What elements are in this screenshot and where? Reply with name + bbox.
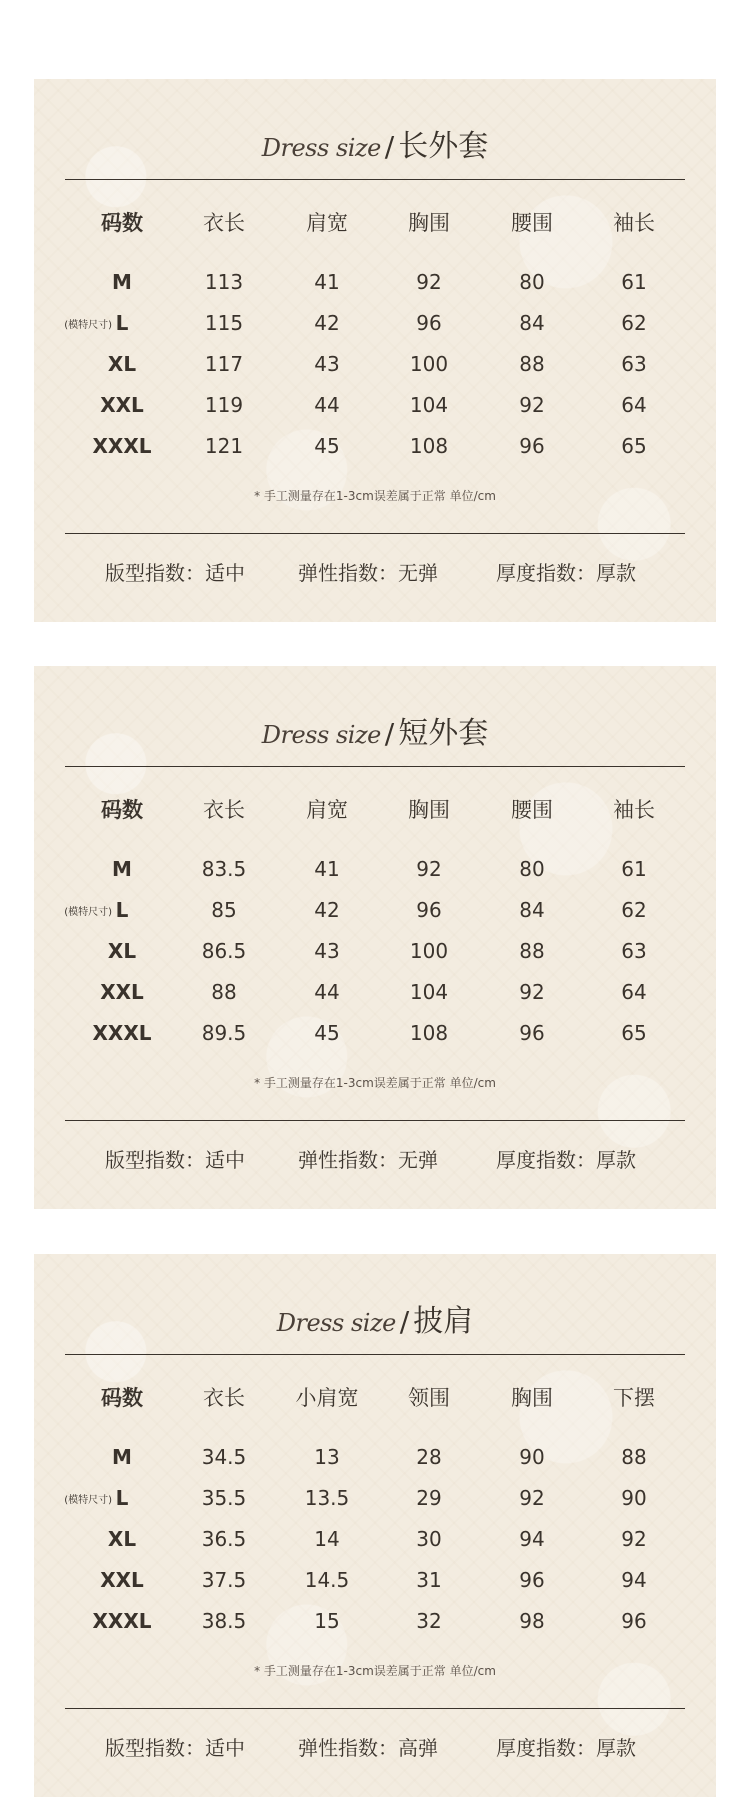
size-cell: M [112,1445,132,1469]
size-cell: XXL [100,1568,144,1592]
table-cell: 80 [519,857,545,881]
size-cell: XL [107,939,137,963]
table-cell: 104 [409,980,449,1004]
column-header: 胸围 [408,798,450,822]
column-header: 下摆 [613,1386,655,1410]
column-header: 袖长 [613,798,655,822]
column-header: 衣长 [203,1386,245,1410]
size-cell: XL [107,352,137,376]
table-cell: 84 [519,898,545,922]
size-cell: L [115,311,129,335]
table-cell: 14.5 [304,1568,350,1592]
table-cell: 42 [314,898,340,922]
table-cell: 84 [519,311,545,335]
size-cell: XXXL [92,434,152,458]
card-title: 短外套 [398,716,489,751]
table-cell: 65 [621,1021,647,1045]
title-slash: / [399,1305,410,1338]
table-cell: 108 [409,434,449,458]
table-cell: 96 [519,1021,545,1045]
column-header: 腰围 [511,211,553,235]
elasticity-index: 弹性指数：无弹 [298,1148,438,1172]
top-divider [65,766,685,767]
size-cell: L [115,1486,129,1510]
table-cell: 92 [519,393,545,417]
bottom-divider [65,1120,685,1121]
table-cell: 61 [621,270,647,294]
size-card-shawl [34,1254,716,1797]
title-slash: / [384,717,395,750]
column-header: 胸围 [511,1386,553,1410]
table-cell: 92 [621,1527,647,1551]
measurement-note: * 手工测量存在1-3cm误差属于正常 单位/cm [254,489,496,503]
column-header: 肩宽 [306,211,348,235]
table-cell: 119 [204,393,244,417]
table-cell: 64 [621,980,647,1004]
table-cell: 13 [314,1445,340,1469]
measurement-note: * 手工测量存在1-3cm误差属于正常 单位/cm [254,1664,496,1678]
table-cell: 34.5 [201,1445,247,1469]
column-header: 腰围 [511,798,553,822]
top-divider [65,1354,685,1355]
table-cell: 44 [314,393,340,417]
model-size-tag: (模特尺寸) [64,320,112,331]
table-cell: 44 [314,980,340,1004]
column-header: 衣长 [203,211,245,235]
table-cell: 88 [519,939,545,963]
column-header: 衣长 [203,798,245,822]
table-cell: 92 [416,270,442,294]
table-cell: 42 [314,311,340,335]
table-cell: 89.5 [201,1021,247,1045]
table-cell: 64 [621,393,647,417]
column-header: 码数 [101,1386,143,1410]
table-cell: 83.5 [201,857,247,881]
title-slash: / [384,130,395,163]
bottom-divider [65,1708,685,1709]
table-cell: 94 [519,1527,545,1551]
card-heading [34,708,716,752]
table-cell: 63 [621,352,647,376]
table-cell: 28 [416,1445,442,1469]
table-cell: 29 [416,1486,442,1510]
table-cell: 94 [621,1568,647,1592]
table-cell: 86.5 [201,939,247,963]
size-cell: XXXL [92,1609,152,1633]
fit-index: 版型指数：适中 [105,1736,245,1760]
column-header: 码数 [101,798,143,822]
column-header: 胸围 [408,211,450,235]
table-cell: 96 [519,1568,545,1592]
column-header: 小肩宽 [295,1386,359,1410]
thickness-index: 厚度指数：厚款 [496,1736,636,1760]
table-cell: 92 [416,857,442,881]
table-cell: 117 [204,352,244,376]
table-cell: 88 [211,980,237,1004]
table-cell: 121 [204,434,244,458]
table-cell: 96 [416,311,442,335]
table-cell: 37.5 [201,1568,247,1592]
size-cell: XXXL [92,1021,152,1045]
card-heading [34,121,716,165]
size-cell: M [112,270,132,294]
table-cell: 96 [416,898,442,922]
script-title: Dress size [261,134,381,162]
size-cell: M [112,857,132,881]
column-header: 码数 [101,211,143,235]
column-header: 袖长 [613,211,655,235]
size-card-short-coat [34,666,716,1209]
measurement-note: * 手工测量存在1-3cm误差属于正常 单位/cm [254,1076,496,1090]
table-cell: 35.5 [201,1486,247,1510]
elasticity-index: 弹性指数：无弹 [298,561,438,585]
table-cell: 113 [204,270,244,294]
table-cell: 38.5 [201,1609,247,1633]
thickness-index: 厚度指数：厚款 [496,561,636,585]
table-cell: 62 [621,311,647,335]
thickness-index: 厚度指数：厚款 [496,1148,636,1172]
table-cell: 45 [314,434,340,458]
size-cell: XL [107,1527,137,1551]
elasticity-index: 弹性指数：高弹 [298,1736,438,1760]
table-cell: 98 [519,1609,545,1633]
top-divider [65,179,685,180]
table-cell: 104 [409,393,449,417]
column-header: 领围 [408,1386,450,1410]
size-cell: XXL [100,393,144,417]
table-cell: 63 [621,939,647,963]
table-cell: 43 [314,939,340,963]
table-cell: 92 [519,1486,545,1510]
table-cell: 30 [416,1527,442,1551]
table-cell: 15 [314,1609,340,1633]
bottom-divider [65,533,685,534]
fit-index: 版型指数：适中 [105,561,245,585]
table-cell: 115 [204,311,244,335]
table-cell: 62 [621,898,647,922]
table-cell: 96 [519,434,545,458]
table-cell: 108 [409,1021,449,1045]
table-cell: 96 [621,1609,647,1633]
table-cell: 90 [621,1486,647,1510]
table-cell: 85 [211,898,237,922]
table-cell: 14 [314,1527,340,1551]
table-cell: 36.5 [201,1527,247,1551]
table-cell: 88 [519,352,545,376]
table-cell: 41 [314,270,340,294]
model-size-tag: (模特尺寸) [64,1495,112,1506]
script-title: Dress size [276,1309,396,1337]
script-title: Dress size [261,721,381,749]
table-cell: 92 [519,980,545,1004]
column-header: 肩宽 [306,798,348,822]
card-title: 披肩 [413,1304,474,1339]
table-cell: 31 [416,1568,442,1592]
table-cell: 80 [519,270,545,294]
table-cell: 90 [519,1445,545,1469]
size-card-long-coat [34,79,716,622]
table-cell: 43 [314,352,340,376]
table-cell: 45 [314,1021,340,1045]
table-cell: 65 [621,434,647,458]
table-cell: 61 [621,857,647,881]
table-cell: 13.5 [304,1486,350,1510]
fit-index: 版型指数：适中 [105,1148,245,1172]
model-size-tag: (模特尺寸) [64,907,112,918]
table-cell: 100 [409,352,449,376]
size-cell: XXL [100,980,144,1004]
size-cell: L [115,898,129,922]
table-cell: 100 [409,939,449,963]
card-title: 长外套 [398,129,489,164]
card-heading [34,1296,716,1340]
table-cell: 32 [416,1609,442,1633]
table-cell: 41 [314,857,340,881]
table-cell: 88 [621,1445,647,1469]
